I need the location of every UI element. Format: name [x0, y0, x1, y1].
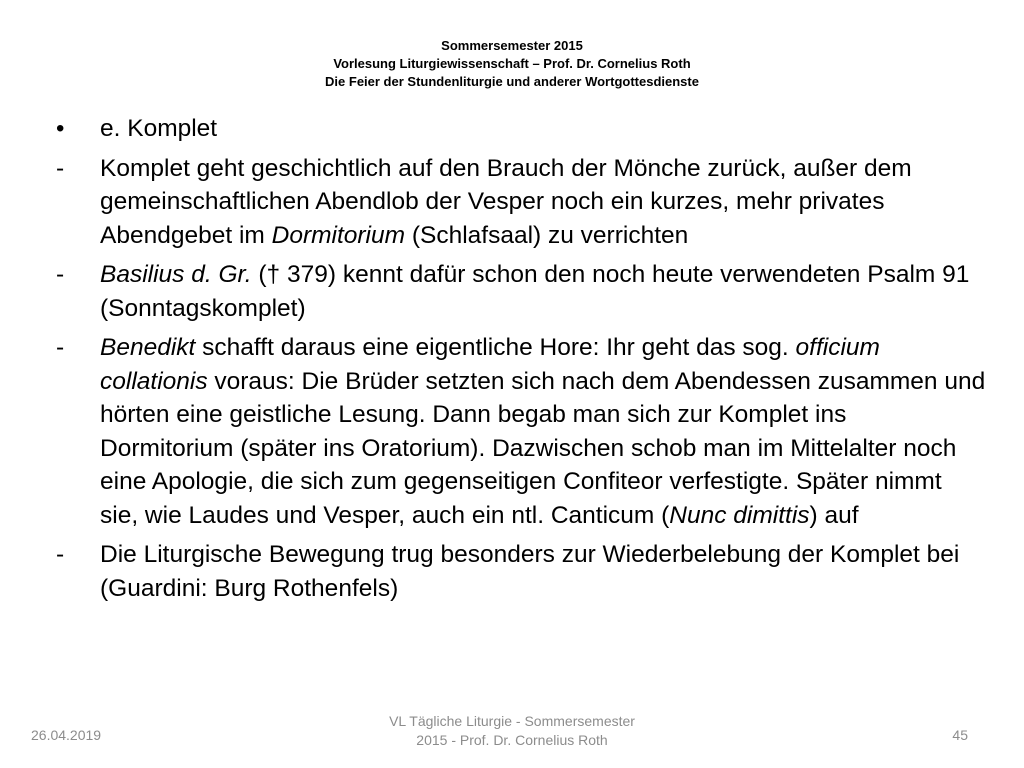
footer-title-line1: VL Tägliche Liturgie - Sommersemester	[389, 713, 635, 729]
main-bullet	[56, 112, 986, 146]
footer-page-number: 45	[952, 727, 968, 743]
list-item-basilius	[56, 258, 986, 325]
footer-title-line2: 2015 - Prof. Dr. Cornelius Roth	[416, 732, 608, 748]
bullet-marker: •	[56, 115, 65, 142]
dash-marker: -	[56, 541, 65, 568]
list-item-liturgical-movement	[56, 538, 986, 605]
header-topic: Die Feier der Stundenliturgie und anderer Wortgottesdienste	[325, 74, 699, 89]
list-item-text	[100, 258, 986, 325]
footer-title	[312, 712, 712, 750]
list-item-benedikt	[56, 331, 986, 532]
slide-content	[56, 112, 986, 611]
italic-term: Dormitorium	[271, 221, 406, 249]
text-segment: schafft daraus eine eigentliche Hore: Ihr geht das sog.	[195, 334, 796, 361]
list-item-origin	[56, 152, 986, 253]
text-segment: (Schlafsaal) zu verrichten	[405, 221, 689, 249]
dash-marker: -	[56, 154, 65, 182]
italic-term: Basilius d. Gr.	[100, 261, 252, 288]
italic-term: Nunc dimittis	[669, 501, 810, 529]
footer-date: 26.04.2019	[31, 727, 102, 743]
text-segment: Komplet geht geschichtlich auf den Brauch der Mönche zurück, außer dem gemeinschaftlichen Abendlob der Vesper noch ein kurzes, mehr privates Abendgebet im	[100, 154, 912, 249]
list-item-text	[100, 331, 986, 532]
header-lecture: Vorlesung Liturgiewissenschaft – Prof. Dr. Cornelius Roth	[333, 56, 691, 71]
text-segment: ) auf	[809, 501, 859, 529]
list-item-text	[100, 152, 986, 253]
dash-marker: -	[56, 334, 65, 361]
text-segment: († 379) kennt dafür schon den noch heute verwendeten Psalm 91 (Sonntagskomplet)	[100, 261, 970, 322]
list-item-text	[100, 538, 986, 605]
text-segment: Die Liturgische Bewegung trug besonders zur Wiederbelebung der Komplet bei (Guardini: Burg Rothenfels)	[100, 541, 960, 602]
italic-term: Benedikt	[100, 334, 196, 361]
header-semester: Sommersemester 2015	[441, 38, 583, 53]
section-heading: e. Komplet	[100, 115, 218, 142]
slide-header	[0, 37, 1024, 91]
italic-term: officium collationis	[100, 334, 880, 395]
text-segment: voraus: Die Brüder setzten sich nach dem Abendessen zusammen und hörten eine geistliche Lesung. Dann begab man sich zur Komplet ins Dormitorium (später ins Oratorium). Dazwischen schob man im Mittelalter noch eine Apologie, die sich zum gegenseitigen Confiteor verfestigte. Später nimmt sie, wie Laudes und Vesper, auch ein ntl. Canticum (	[100, 367, 986, 529]
dash-marker: -	[56, 261, 65, 288]
